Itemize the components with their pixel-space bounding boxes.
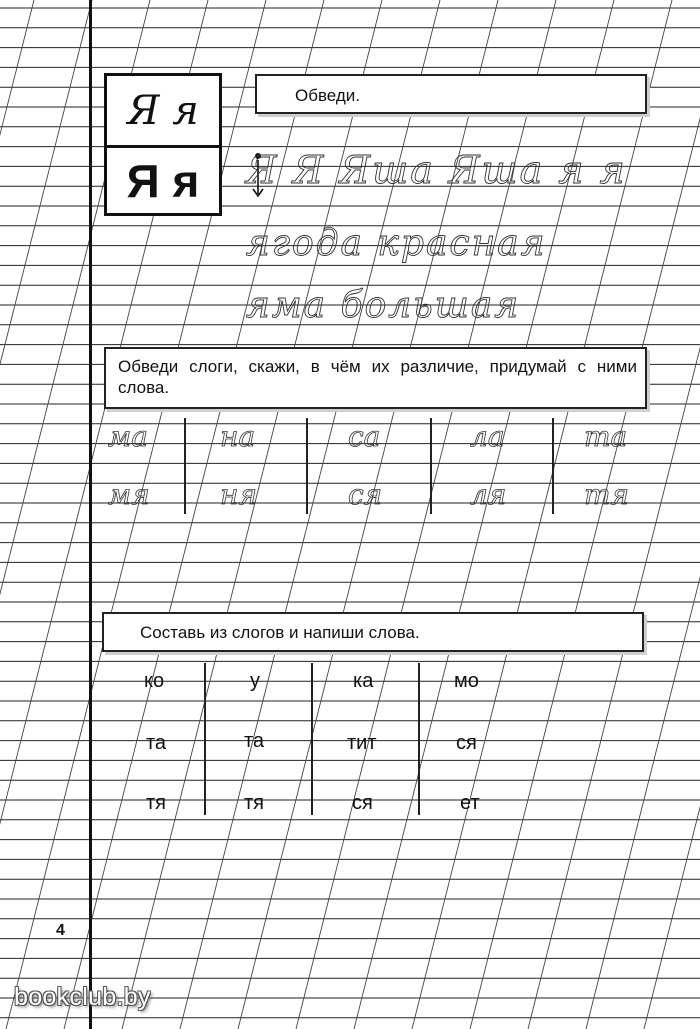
syllable-column-divider	[430, 418, 432, 514]
syllable-bottom: тя	[584, 478, 630, 511]
compose-syllable: у	[250, 670, 260, 692]
trace-line-3: яма большая	[246, 285, 521, 326]
syllable-column-divider	[552, 418, 554, 514]
task1-instruction: Обведи.	[255, 74, 647, 114]
syllable-compose-grid	[118, 663, 518, 815]
syllable-column-divider	[306, 418, 308, 514]
syllable-grid	[102, 418, 642, 514]
compose-syllable: та	[244, 730, 265, 752]
compose-syllable: мо	[454, 670, 479, 692]
page-number: 4	[56, 922, 65, 939]
syllable-bottom: мя	[108, 478, 150, 511]
compose-column-divider	[204, 663, 206, 815]
trace-line-1: Я Я Яша Яша я я	[246, 148, 627, 192]
compose-syllable: ся	[352, 792, 373, 814]
compose-syllable: тя	[244, 792, 264, 814]
compose-column-divider	[311, 663, 313, 815]
syllable-bottom: ня	[220, 478, 257, 511]
syllable-column-divider	[184, 418, 186, 514]
compose-syllable: тя	[146, 792, 166, 814]
syllable-bottom: ля	[470, 478, 507, 511]
compose-syllable: ко	[144, 670, 165, 692]
letter-card-print: Я я	[126, 154, 200, 207]
compose-syllable: та	[146, 732, 167, 754]
syllable-top: на	[220, 420, 256, 453]
ruled-line	[644, 0, 700, 1029]
letter-card-cursive: Я я	[107, 76, 219, 148]
watermark: bookclub.by	[14, 983, 151, 1011]
compose-syllable: ся	[456, 732, 477, 754]
compose-syllable: тит	[347, 732, 377, 754]
compose-syllable: ка	[353, 670, 374, 692]
compose-column-divider	[418, 663, 420, 815]
syllable-top: ма	[108, 420, 148, 453]
ruled-line	[0, 0, 34, 1029]
compose-syllable: ет	[460, 792, 480, 814]
task3-instruction: Составь из слогов и напиши слова.	[102, 612, 644, 652]
syllable-bottom: ся	[348, 478, 383, 511]
syllable-top: та	[584, 420, 628, 453]
margin-line	[89, 0, 92, 1029]
trace-line-2: ягода красная	[246, 223, 547, 264]
task2-instruction: Обведи слоги, скажи, в чём их различие, придумай с ними слова.	[104, 347, 647, 409]
syllable-top: са	[348, 420, 381, 453]
letter-card	[104, 73, 222, 216]
syllable-top: ла	[470, 420, 505, 453]
